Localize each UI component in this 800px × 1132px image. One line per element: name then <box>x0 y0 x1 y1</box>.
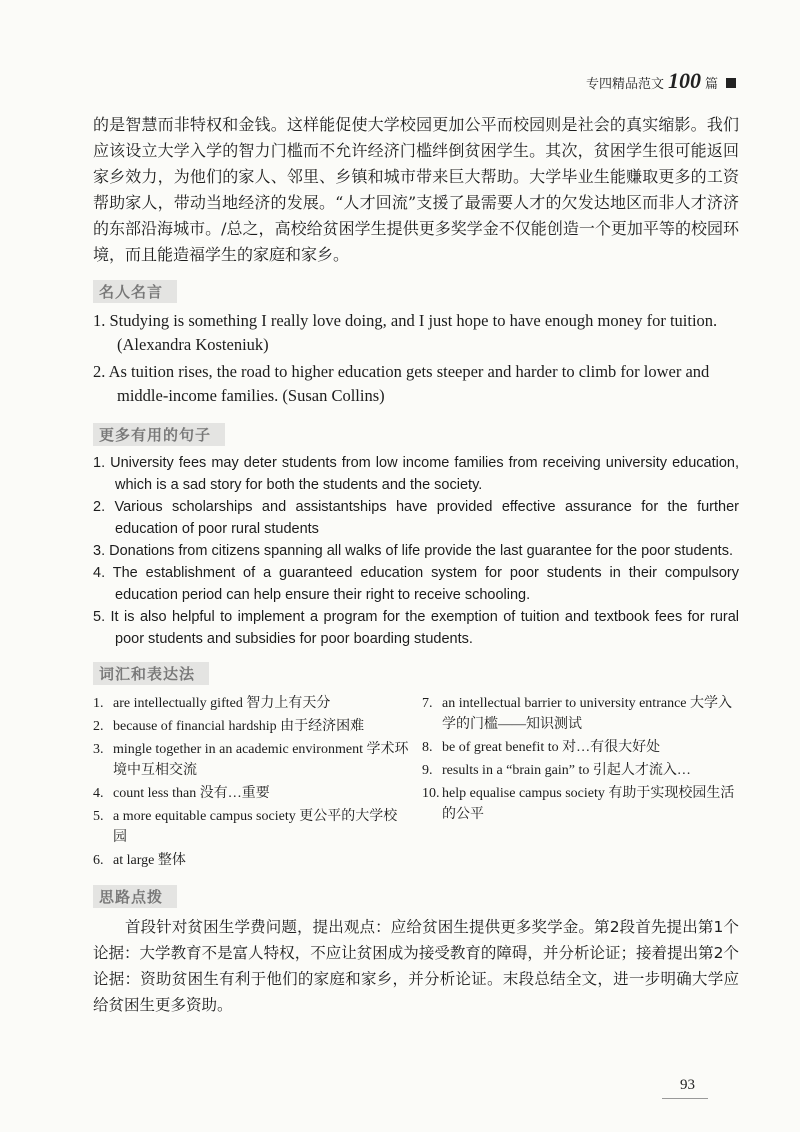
vocab-columns <box>93 693 739 873</box>
page-number-rule <box>662 1098 708 1099</box>
sentence-item: 2. Various scholarships and assistantships have provided effective assurance for the further education of poor rural students <box>93 499 739 537</box>
sentence-item: 5. It is also helpful to implement a program for the exemption of tuition and textbook fees for rural poor students and subsidies for poor boarding students. <box>93 609 739 647</box>
page-number: 93 <box>680 1077 695 1093</box>
header-number: 100 <box>667 68 701 93</box>
vocab-section-title: 词汇和表达法 <box>93 662 209 685</box>
vocab-item: 7. an intellectual barrier to university entrance 大学入学的门槛——知识测试 <box>422 696 733 732</box>
vocab-item: 2. because of financial hardship 由于经济困难 <box>93 719 365 734</box>
vocab-item: 3. mingle together in an academic environment 学术环境中互相交流 <box>93 742 409 778</box>
vocab-item: 9. results in a “brain gain” to 引起人才流入… <box>422 763 691 778</box>
page-content <box>93 112 739 1018</box>
vocab-item: 4. count less than 没有…重要 <box>93 786 270 801</box>
quote-item: 1. Studying is something I really love doing, and I just hope to have enough money for tuition. (Alexandra Kosteniuk) <box>93 311 718 354</box>
quote-item: 2. As tuition rises, the road to higher education gets steeper and harder to climb for lower and middle-income families. (Susan Collins) <box>93 362 710 405</box>
vocab-left-column <box>93 693 410 873</box>
intro-paragraph: 的是智慧而非特权和金钱。这样能促使大学校园更加公平而校园则是社会的真实缩影。我们应该设立大学入学的智力门槛而不允许经济门槛绊倒贫困学生。其次，贫困学生很可能返回家乡效力，为他们的家人、邻里、乡镇和城市带来巨大帮助。大学毕业生能赚取更多的工资帮助家人，带动当地经济的发展。“人才回流”支援了最需要人才的欠发达地区而非人才济济的东部沿海城市。/总之，高校给贫困学生提供更多奖学金不仅能创造一个更加平等的校园环境，而且能造福学生的家庭和家乡。 <box>93 115 739 264</box>
header-label: 专四精品范文 <box>585 77 664 92</box>
sentence-item: 4. The establishment of a guaranteed education system for poor students in their compulsory education period can help ensure their right to receive schooling. <box>93 565 739 603</box>
vocab-right-column <box>422 693 739 873</box>
sentences-list <box>93 452 739 650</box>
sentences-section-title: 更多有用的句子 <box>93 423 225 446</box>
running-header <box>586 68 736 94</box>
vocab-item: 10. help equalise campus society 有助于实现校园生活的公平 <box>422 786 735 822</box>
vocab-item: 5. a more equitable campus society 更公平的大学校园 <box>93 809 398 845</box>
header-square-icon <box>726 78 736 88</box>
sentence-item: 3. Donations from citizens spanning all walks of life provide the last guarantee for the poor students. <box>93 543 733 559</box>
sentence-item: 1. University fees may deter students from low income families from receiving university education, which is a sad story for both the students and the society. <box>93 455 739 493</box>
quotes-section-title: 名人名言 <box>93 280 177 303</box>
quotes-list <box>93 309 739 408</box>
thoughts-paragraph: 首段针对贫困生学费问题，提出观点：应给贫困生提供更多奖学金。第2段首先提出第1个论据：大学教育不是富人特权，不应让贫困成为接受教育的障碍，并分析论证；接着提出第2个论据：资助贫困生有利于他们的家庭和家乡，并分析论证。末段总结全文，进一步明确大学应给贫困生更多资助。 <box>93 918 739 1014</box>
thoughts-section-title: 思路点拨 <box>93 885 177 908</box>
vocab-item: 6. at large 整体 <box>93 853 186 868</box>
vocab-item: 1. are intellectually gifted 智力上有天分 <box>93 696 331 711</box>
header-suffix: 篇 <box>704 77 718 92</box>
vocab-item: 8. be of great benefit to 对…有很大好处 <box>422 740 661 755</box>
